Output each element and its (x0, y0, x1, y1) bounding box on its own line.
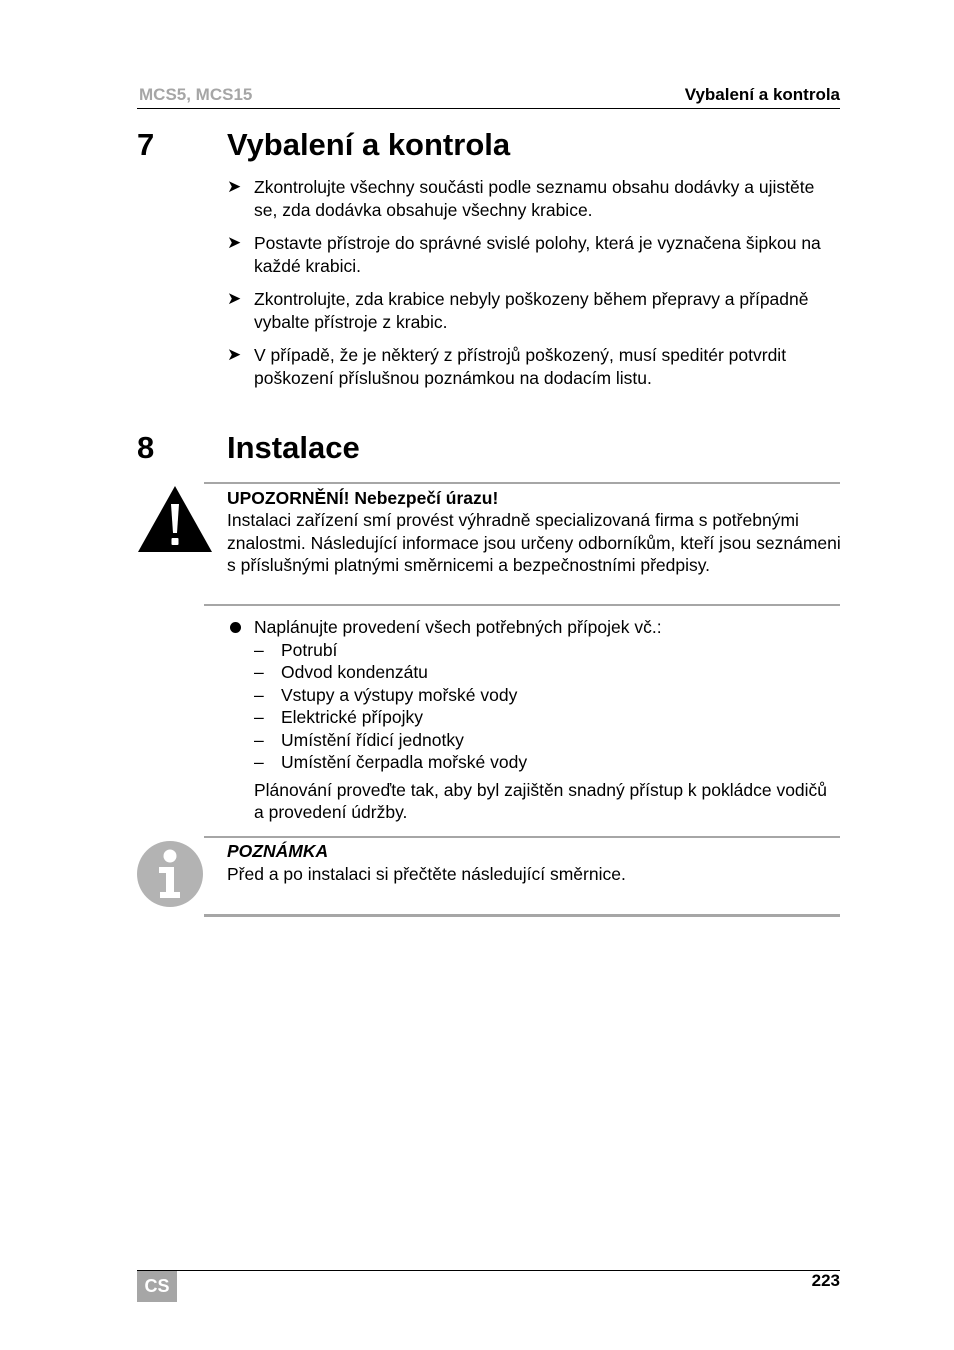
warning-text: Instalaci zařízení smí provést výhradně specializovaná firma s potřebnými znalostmi. Následující informace jsou určeny odborníkům, kteří jsou seznámeni s příslušnými platnými směrnicemi a bezpečnostními předpisy. (227, 510, 841, 575)
section-7-title: Vybalení a kontrola (227, 127, 511, 162)
note-box (204, 836, 840, 917)
arrow-icon: ➤ (227, 177, 242, 196)
header-product: MCS5, MCS15 (139, 85, 253, 104)
planning-note: Plánování proveďte tak, aby byl zajištěn snadný přístup k pokládce vodičů a provedení údržby. (254, 779, 828, 822)
bullet-dot-icon (230, 622, 241, 633)
note-title: POZNÁMKA (227, 841, 329, 861)
section-7-list (227, 176, 841, 400)
section-8-number: 8 (137, 430, 155, 465)
warning-title: UPOZORNĚNÍ! Nebezpečí úrazu! (227, 488, 499, 508)
list-item: – Umístění čerpadla mořské vody (254, 752, 528, 772)
list-item: – Odvod kondenzátu (254, 662, 428, 682)
list-item: ➤ Postavte přístroje do správné svislé polohy, která je vyznačena šipkou na každé krabici. (227, 233, 821, 276)
language-badge: CS (137, 1271, 177, 1302)
list-item: Naplánujte provedení všech potřebných přípojek vč.: (227, 616, 841, 639)
list-item: – Vstupy a výstupy mořské vody (254, 684, 518, 705)
list-item: – Elektrické přípojky (254, 707, 423, 727)
page-number: 223 (811, 1271, 840, 1290)
info-icon (136, 840, 204, 908)
connection-sublist (227, 639, 841, 774)
page-footer-rule (137, 1270, 840, 1271)
warning-box (204, 482, 840, 606)
page-header (137, 84, 840, 109)
list-item: ➤ Zkontrolujte, zda krabice nebyly poškozeny během přepravy a případně vybalte přístroje z krabic. (227, 289, 809, 332)
list-item: – Umístění řídicí jednotky (254, 729, 464, 750)
note-text: Před a po instalaci si přečtěte následující směrnice. (227, 864, 626, 884)
list-item: ➤ Zkontrolujte všechny součásti podle seznamu obsahu dodávky a ujistěte se, zda dodávka obsahuje všechny krabice. (227, 177, 815, 220)
header-section: Vybalení a kontrola (684, 85, 840, 104)
arrow-icon: ➤ (227, 289, 242, 308)
warning-triangle-icon (136, 484, 214, 554)
arrow-icon: ➤ (227, 233, 242, 252)
list-item: ➤ V případě, že je některý z přístrojů poškozený, musí speditér potvrdit poškození příslušnou poznámkou na dodacím listu. (227, 345, 787, 388)
section-7-number: 7 (137, 127, 155, 162)
list-item: – Potrubí (254, 639, 338, 660)
section-8-title: Instalace (227, 430, 360, 465)
arrow-icon: ➤ (227, 345, 242, 364)
installation-planning (227, 616, 841, 824)
